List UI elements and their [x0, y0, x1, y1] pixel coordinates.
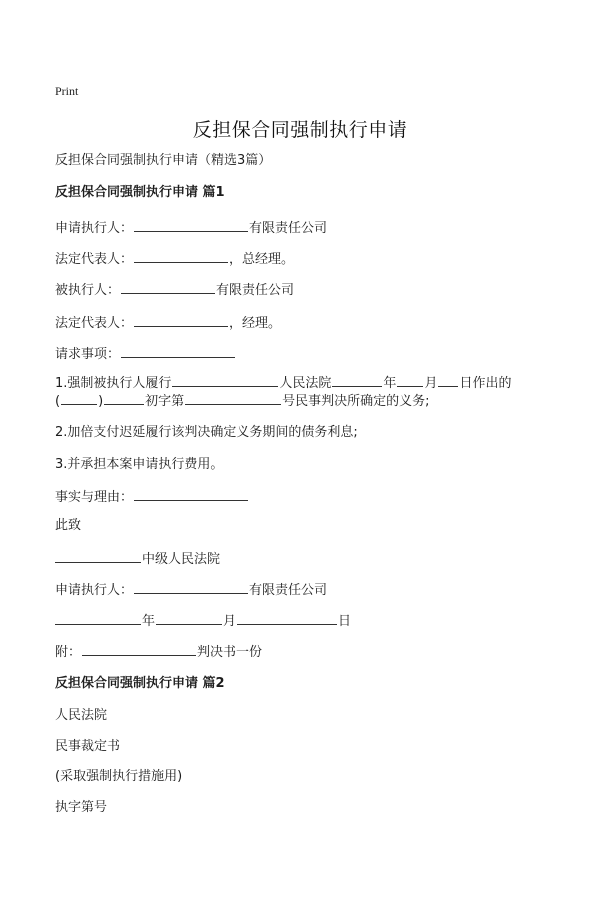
applicant-suffix: 有限责任公司 — [249, 221, 328, 236]
applicant2-blank[interactable] — [134, 580, 248, 594]
section2-heading: 反担保合同强制执行申请 篇2 — [55, 676, 225, 691]
request-item1-line2 — [55, 391, 430, 411]
request-item3: 3.并承担本案申请执行费用。 — [55, 457, 224, 472]
item1-year-blank[interactable] — [332, 373, 382, 387]
section2-line1: 人民法院 — [55, 708, 108, 723]
requests-label: 请求事项： — [55, 347, 121, 362]
legal-rep1-blank[interactable] — [134, 249, 228, 263]
item1-prefix: 1.强制被执行人履行 — [55, 376, 172, 391]
item1-case-number-blank[interactable] — [185, 391, 281, 405]
applicant-label: 申请执行人： — [55, 221, 134, 236]
item1-mid: 初字第 — [145, 394, 185, 409]
attachment-suffix: 判决书一份 — [197, 645, 263, 660]
date-month: 月 — [223, 614, 237, 629]
item1-month: 月 — [424, 376, 438, 391]
respondent-row — [55, 280, 294, 300]
respondent-blank[interactable] — [121, 280, 215, 294]
attachment-row — [55, 642, 262, 662]
request-item1-line1 — [55, 373, 511, 393]
item1-judgment-blank[interactable] — [172, 373, 278, 387]
document-subtitle: 反担保合同强制执行申请（精选3篇） — [55, 153, 272, 168]
court-row — [55, 549, 220, 569]
item1-month-blank[interactable] — [397, 373, 423, 387]
section2-line2: 民事裁定书 — [55, 739, 121, 754]
item1-end: 号民事判决所确定的义务; — [282, 394, 430, 409]
legal-rep1-label: 法定代表人： — [55, 252, 134, 267]
item1-paren-open: ( — [55, 394, 61, 409]
item1-paren-close: ) — [98, 394, 104, 409]
applicant2-row — [55, 580, 327, 600]
facts-label: 事实与理由： — [55, 490, 134, 505]
legal-rep1-suffix: ，总经理。 — [229, 252, 295, 267]
item1-paren-blank[interactable] — [61, 391, 97, 405]
date-year-blank[interactable] — [55, 611, 141, 625]
attachment-blank[interactable] — [82, 642, 196, 656]
legal-rep1-row — [55, 249, 294, 269]
print-link[interactable]: Print — [55, 84, 79, 98]
date-day-blank[interactable] — [237, 611, 337, 625]
respondent-label: 被执行人： — [55, 283, 121, 298]
applicant2-suffix: 有限责任公司 — [249, 583, 328, 598]
legal-rep2-suffix: ，经理。 — [229, 316, 282, 331]
legal-rep2-label: 法定代表人： — [55, 316, 134, 331]
item1-day-blank[interactable] — [438, 373, 458, 387]
date-day: 日 — [338, 614, 352, 629]
respondent-suffix: 有限责任公司 — [216, 283, 295, 298]
salutation: 此致 — [55, 518, 82, 533]
item1-year: 年 — [383, 376, 397, 391]
court-suffix: 中级人民法院 — [142, 552, 221, 567]
item1-case-prefix-blank[interactable] — [104, 391, 144, 405]
item1-day: 日作出的 — [459, 376, 512, 391]
date-month-blank[interactable] — [156, 611, 222, 625]
date-year: 年 — [142, 614, 156, 629]
requests-blank[interactable] — [121, 344, 235, 358]
court-blank[interactable] — [55, 549, 141, 563]
date-row — [55, 611, 351, 631]
request-item2: 2.加倍支付迟延履行该判决确定义务期间的债务利息; — [55, 425, 358, 440]
facts-row — [55, 487, 249, 507]
section2-line4: 执字第号 — [55, 800, 108, 815]
applicant-blank[interactable] — [134, 218, 248, 232]
facts-blank[interactable] — [134, 487, 248, 501]
item1-court: 人民法院 — [279, 376, 332, 391]
applicant2-label: 申请执行人： — [55, 583, 134, 598]
applicant-row — [55, 218, 327, 238]
legal-rep2-row — [55, 313, 281, 333]
section2-line3: (采取强制执行措施用) — [55, 769, 183, 784]
attachment-label: 附： — [55, 645, 82, 660]
requests-row — [55, 344, 236, 364]
section1-heading: 反担保合同强制执行申请 篇1 — [55, 185, 225, 200]
legal-rep2-blank[interactable] — [134, 313, 228, 327]
document-title: 反担保合同强制执行申请 — [192, 119, 408, 141]
